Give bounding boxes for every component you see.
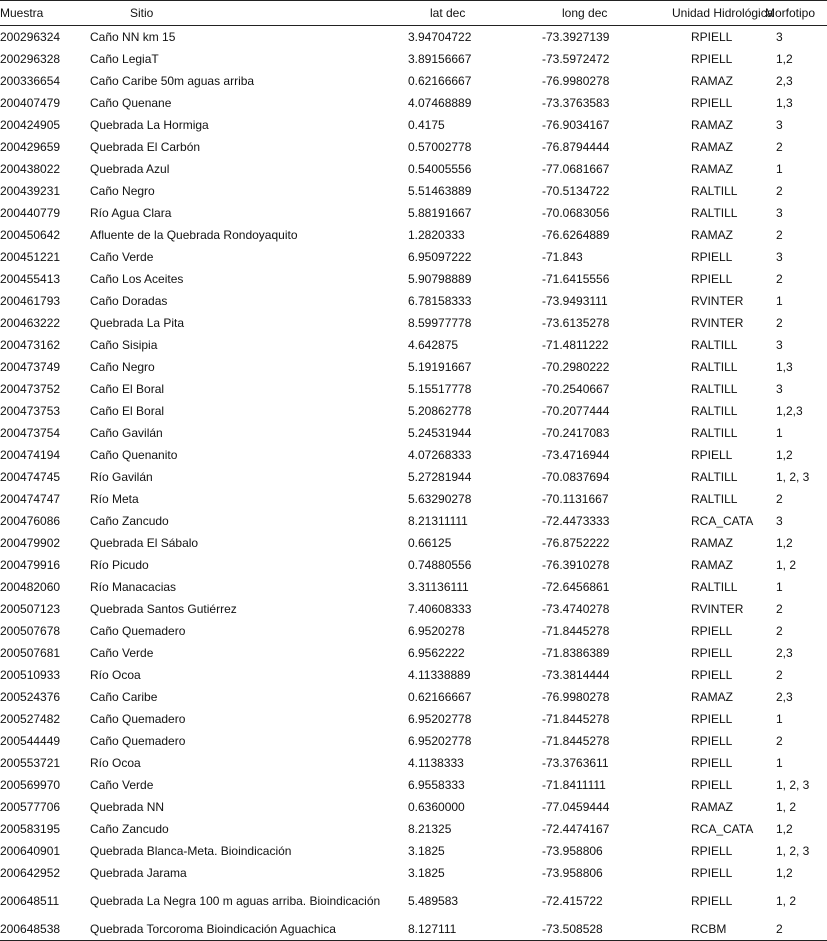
cell-muestra: 200463222 (0, 315, 61, 330)
table-row (0, 840, 827, 862)
cell-lat-dec: 7.40608333 (408, 601, 472, 616)
cell-sitio: Río Agua Clara (90, 205, 172, 220)
cell-unidad-hidrologica: RPIELL (691, 711, 733, 726)
cell-sitio: Quebrada Torcoroma Bioindicación Aguachica (90, 919, 408, 941)
table-row (0, 488, 827, 510)
cell-long-dec: -73.3927139 (542, 29, 610, 44)
cell-sitio: Río Meta (90, 491, 139, 506)
table-row (0, 686, 827, 708)
cell-sitio: Caño Quemadero (90, 711, 186, 726)
cell-lat-dec: 0.62166667 (408, 689, 472, 704)
cell-unidad-hidrologica: RALTILL (691, 359, 738, 374)
table-row (0, 114, 827, 136)
cell-muestra: 200455413 (0, 271, 61, 286)
cell-lat-dec: 5.88191667 (408, 205, 472, 220)
cell-muestra: 200473753 (0, 403, 61, 418)
cell-morfotipo: 3 (776, 337, 783, 352)
table-row (0, 466, 827, 488)
cell-muestra: 200479902 (0, 535, 61, 550)
cell-sitio: Caño Caribe (90, 689, 158, 704)
cell-long-dec: -77.0681667 (542, 161, 610, 176)
cell-morfotipo: 1, 2 (776, 894, 797, 908)
table-row (0, 48, 827, 70)
cell-muestra: 200474747 (0, 491, 61, 506)
cell-lat-dec: 4.642875 (408, 337, 459, 352)
cell-lat-dec: 8.59977778 (408, 315, 472, 330)
cell-lat-dec: 0.74880556 (408, 557, 472, 572)
cell-lat-dec: 5.27281944 (408, 469, 472, 484)
table-row (0, 136, 827, 158)
cell-unidad-hidrologica: RALTILL (691, 205, 738, 220)
cell-unidad-hidrologica: RAMAZ (691, 73, 733, 88)
cell-long-dec: -73.3763611 (542, 755, 609, 770)
header-unidad-hidrologica: Unidad Hidrológica (672, 1, 762, 26)
cell-sitio: Quebrada Azul (90, 161, 170, 176)
table-row (0, 752, 827, 774)
cell-lat-dec: 5.19191667 (408, 359, 472, 374)
cell-unidad-hidrologica: RPIELL (691, 51, 733, 66)
cell-unidad-hidrologica: RPIELL (691, 733, 733, 748)
cell-unidad-hidrologica: RALTILL (691, 337, 738, 352)
table-row (0, 919, 827, 941)
cell-muestra: 200510933 (0, 667, 61, 682)
cell-morfotipo: 2 (776, 733, 783, 748)
cell-long-dec: -76.9034167 (542, 117, 610, 132)
cell-long-dec: -76.8794444 (542, 139, 610, 154)
table-row (0, 862, 827, 884)
cell-morfotipo: 1, 2 (776, 799, 797, 814)
cell-unidad-hidrologica: RALTILL (691, 579, 738, 594)
cell-unidad-hidrologica: RPIELL (691, 894, 733, 908)
cell-unidad-hidrologica: RPIELL (691, 249, 733, 264)
cell-lat-dec: 4.07268333 (408, 447, 472, 462)
cell-long-dec: -70.5134722 (542, 183, 610, 198)
cell-long-dec: -71.8411111 (542, 777, 606, 792)
cell-sitio: Caño Negro (90, 359, 155, 374)
cell-muestra: 200407479 (0, 95, 61, 110)
cell-unidad-hidrologica: RAMAZ (691, 161, 733, 176)
cell-long-dec: -71.8445278 (542, 733, 610, 748)
cell-sitio: Caño Quenane (90, 95, 172, 110)
cell-muestra: 200473752 (0, 381, 61, 396)
cell-morfotipo: 1 (776, 293, 783, 308)
cell-long-dec: -72.4473333 (542, 513, 610, 528)
cell-lat-dec: 6.9558333 (408, 777, 465, 792)
cell-sitio: Quebrada Blanca-Meta. Bioindicación (90, 843, 292, 858)
cell-muestra: 200482060 (0, 579, 61, 594)
cell-sitio: Caño LegiaT (90, 51, 159, 66)
cell-unidad-hidrologica: RPIELL (691, 29, 733, 44)
cell-morfotipo: 2 (776, 623, 783, 638)
cell-morfotipo: 1, 2, 3 (776, 843, 810, 858)
table-row (0, 92, 827, 114)
cell-morfotipo: 2 (776, 491, 783, 506)
cell-long-dec: -73.3763583 (542, 95, 610, 110)
cell-unidad-hidrologica: RAMAZ (691, 535, 733, 550)
cell-unidad-hidrologica: RAMAZ (691, 139, 733, 154)
cell-sitio: Río Gavilán (90, 469, 153, 484)
table-row (0, 708, 827, 730)
cell-unidad-hidrologica: RCA_CATA (691, 821, 754, 836)
table-body (0, 26, 827, 941)
cell-lat-dec: 6.9520278 (408, 623, 465, 638)
cell-morfotipo: 3 (776, 29, 783, 44)
cell-long-dec: -76.9980278 (542, 73, 610, 88)
cell-long-dec: -70.2077444 (542, 403, 610, 418)
cell-muestra: 200544449 (0, 733, 61, 748)
cell-unidad-hidrologica: RPIELL (691, 755, 733, 770)
table-row (0, 158, 827, 180)
table-row (0, 70, 827, 92)
cell-sitio: Caño El Boral (90, 403, 165, 418)
cell-long-dec: -73.4740278 (542, 601, 610, 616)
cell-morfotipo: 2 (776, 667, 783, 682)
cell-lat-dec: 3.1825 (408, 865, 445, 880)
cell-lat-dec: 6.95202778 (408, 711, 472, 726)
cell-unidad-hidrologica: RALTILL (691, 183, 738, 198)
table-row (0, 510, 827, 532)
cell-unidad-hidrologica: RAMAZ (691, 227, 733, 242)
cell-long-dec: -73.958806 (542, 865, 603, 880)
cell-morfotipo: 1, 2 (776, 557, 797, 572)
cell-lat-dec: 4.07468889 (408, 95, 472, 110)
cell-long-dec: -77.0459444 (542, 799, 610, 814)
cell-muestra: 200438022 (0, 161, 61, 176)
cell-morfotipo: 3 (776, 117, 783, 132)
cell-long-dec: -73.958806 (542, 843, 603, 858)
cell-morfotipo: 1,2 (776, 865, 793, 880)
cell-lat-dec: 5.51463889 (408, 183, 472, 198)
cell-long-dec: -70.2540667 (542, 381, 610, 396)
cell-lat-dec: 4.1138333 (408, 755, 464, 770)
cell-lat-dec: 0.62166667 (408, 73, 472, 88)
header-lat-dec: lat dec (408, 1, 542, 26)
table-row (0, 642, 827, 664)
cell-lat-dec: 3.31136111 (408, 579, 469, 594)
cell-sitio: Quebrada El Carbón (90, 139, 201, 154)
cell-morfotipo: 3 (776, 381, 783, 396)
cell-unidad-hidrologica: RALTILL (691, 425, 738, 440)
cell-muestra: 200642952 (0, 865, 61, 880)
cell-muestra: 200474194 (0, 447, 61, 462)
cell-muestra: 200440779 (0, 205, 61, 220)
cell-unidad-hidrologica: RPIELL (691, 447, 733, 462)
cell-lat-dec: 8.127111 (408, 919, 542, 941)
table-row (0, 400, 827, 422)
cell-unidad-hidrologica: RALTILL (691, 403, 738, 418)
cell-lat-dec: 8.21325 (408, 821, 452, 836)
table-row (0, 532, 827, 554)
cell-morfotipo: 1,2 (776, 51, 793, 66)
table-row (0, 598, 827, 620)
cell-muestra: 200648538 (0, 919, 90, 941)
cell-morfotipo: 1,2 (776, 821, 793, 836)
cell-muestra: 200648511 (0, 894, 60, 908)
cell-sitio: Caño Verde (90, 249, 154, 264)
cell-unidad-hidrologica: RVINTER (691, 315, 744, 330)
cell-lat-dec: 3.94704722 (408, 29, 472, 44)
cell-unidad-hidrologica: RVINTER (691, 293, 744, 308)
cell-muestra: 200336654 (0, 73, 61, 88)
cell-lat-dec: 6.78158333 (408, 293, 472, 308)
cell-sitio: Caño NN km 15 (90, 29, 176, 44)
cell-sitio: Caño Zancudo (90, 821, 169, 836)
cell-sitio: Quebrada Santos Gutiérrez (90, 601, 237, 616)
cell-morfotipo: 2 (776, 227, 783, 242)
cell-sitio: Caño Caribe 50m aguas arriba (90, 73, 255, 88)
cell-long-dec: -73.3814444 (542, 667, 610, 682)
cell-unidad-hidrologica: RAMAZ (691, 689, 733, 704)
cell-muestra: 200296324 (0, 29, 61, 44)
table-row (0, 554, 827, 576)
cell-long-dec: -71.4811222 (542, 337, 609, 352)
cell-unidad-hidrologica: RCBM (672, 919, 762, 941)
cell-sitio: Quebrada La Pita (90, 315, 185, 330)
table-row (0, 312, 827, 334)
cell-sitio: Caño Los Aceites (90, 271, 184, 286)
cell-long-dec: -72.415722 (542, 894, 603, 908)
cell-long-dec: -70.2417083 (542, 425, 610, 440)
cell-sitio: Quebrada La Hormiga (90, 117, 209, 132)
cell-unidad-hidrologica: RPIELL (691, 271, 733, 286)
cell-morfotipo: 2,3 (776, 73, 793, 88)
cell-unidad-hidrologica: RPIELL (691, 645, 733, 660)
header-morfotipo: Morfotipo (762, 1, 827, 26)
cell-morfotipo: 1 (776, 161, 783, 176)
cell-sitio: Caño Quenanito (90, 447, 178, 462)
table-row (0, 576, 827, 598)
cell-unidad-hidrologica: RPIELL (691, 95, 733, 110)
cell-muestra: 200439231 (0, 183, 61, 198)
cell-sitio: Río Ocoa (90, 755, 141, 770)
cell-sitio: Caño Gavilán (90, 425, 163, 440)
cell-morfotipo: 1,2 (776, 447, 793, 462)
cell-morfotipo: 1,2,3 (776, 403, 803, 418)
cell-lat-dec: 5.15517778 (408, 381, 472, 396)
cell-long-dec: -70.2980222 (542, 359, 610, 374)
table-row (0, 26, 827, 48)
cell-unidad-hidrologica: RCA_CATA (691, 513, 754, 528)
table-row (0, 620, 827, 642)
table-row (0, 444, 827, 466)
table-row (0, 664, 827, 686)
cell-lat-dec: 5.489583 (408, 894, 459, 908)
cell-unidad-hidrologica: RPIELL (691, 623, 733, 638)
cell-morfotipo: 1,3 (776, 95, 793, 110)
cell-long-dec: -70.0683056 (542, 205, 610, 220)
cell-lat-dec: 0.4175 (408, 117, 445, 132)
cell-sitio: Afluente de la Quebrada Rondoyaquito (90, 227, 298, 242)
table-row (0, 290, 827, 312)
cell-muestra: 200507681 (0, 645, 61, 660)
cell-long-dec: -70.1131667 (542, 491, 609, 506)
cell-morfotipo: 1 (776, 579, 783, 594)
cell-morfotipo: 3 (776, 205, 783, 220)
table-row (0, 334, 827, 356)
cell-morfotipo: 3 (776, 249, 783, 264)
cell-lat-dec: 6.9562222 (408, 645, 465, 660)
cell-muestra: 200474745 (0, 469, 61, 484)
cell-morfotipo: 2 (776, 139, 783, 154)
table-row (0, 268, 827, 290)
cell-muestra: 200424905 (0, 117, 61, 132)
cell-muestra: 200524376 (0, 689, 61, 704)
cell-muestra: 200473749 (0, 359, 61, 374)
cell-morfotipo: 1 (776, 711, 783, 726)
cell-long-dec: -71.8445278 (542, 623, 610, 638)
header-long-dec: long dec (542, 1, 672, 26)
cell-lat-dec: 5.20862778 (408, 403, 472, 418)
cell-sitio: Caño Quemadero (90, 623, 186, 638)
cell-lat-dec: 1.2820333 (408, 227, 465, 242)
cell-sitio: Caño El Boral (90, 381, 165, 396)
cell-unidad-hidrologica: RALTILL (691, 491, 738, 506)
cell-long-dec: -72.4474167 (542, 821, 610, 836)
cell-lat-dec: 0.6360000 (408, 799, 465, 814)
cell-lat-dec: 0.66125 (408, 535, 452, 550)
header-muestra: Muestra (0, 1, 90, 26)
cell-morfotipo: 1,3 (776, 359, 793, 374)
cell-unidad-hidrologica: RAMAZ (691, 117, 733, 132)
table-row (0, 422, 827, 444)
cell-unidad-hidrologica: RALTILL (691, 469, 738, 484)
cell-unidad-hidrologica: RPIELL (691, 777, 733, 792)
cell-long-dec: -73.9493111 (542, 293, 608, 308)
cell-muestra: 200451221 (0, 249, 61, 264)
cell-morfotipo: 1 (776, 755, 783, 770)
cell-long-dec: -73.5972472 (542, 51, 610, 66)
cell-lat-dec: 0.54005556 (408, 161, 472, 176)
cell-long-dec: -71.8386389 (542, 645, 610, 660)
cell-morfotipo: 2 (776, 315, 783, 330)
cell-morfotipo: 2 (762, 919, 827, 941)
cell-muestra: 200569970 (0, 777, 61, 792)
cell-long-dec: -70.0837694 (542, 469, 610, 484)
cell-long-dec: -76.6264889 (542, 227, 610, 242)
cell-long-dec: -71.8445278 (542, 711, 610, 726)
cell-sitio: Quebrada Jarama (90, 865, 187, 880)
cell-sitio: Caño Negro (90, 183, 155, 198)
cell-unidad-hidrologica: RVINTER (691, 601, 744, 616)
cell-muestra: 200429659 (0, 139, 61, 154)
cell-unidad-hidrologica: RAMAZ (691, 557, 733, 572)
cell-long-dec: -73.6135278 (542, 315, 610, 330)
cell-muestra: 200507678 (0, 623, 61, 638)
cell-muestra: 200473754 (0, 425, 61, 440)
cell-sitio: Río Picudo (90, 557, 149, 572)
cell-lat-dec: 6.95097222 (408, 249, 472, 264)
cell-muestra: 200476086 (0, 513, 61, 528)
table-row (0, 202, 827, 224)
cell-muestra: 200450642 (0, 227, 61, 242)
cell-sitio: Río Ocoa (90, 667, 141, 682)
table-row (0, 246, 827, 268)
cell-sitio: Quebrada La Negra 100 m aguas arriba. Bioindicación (90, 894, 381, 908)
cell-muestra: 200473162 (0, 337, 61, 352)
cell-long-dec: -76.9980278 (542, 689, 610, 704)
cell-lat-dec: 5.63290278 (408, 491, 472, 506)
cell-long-dec: -76.8752222 (542, 535, 610, 550)
cell-sitio: Quebrada NN (90, 799, 165, 814)
table-header-row (0, 1, 827, 26)
cell-long-dec: -76.3910278 (542, 557, 610, 572)
cell-long-dec: -73.508528 (542, 919, 672, 941)
cell-unidad-hidrologica: RAMAZ (691, 799, 733, 814)
table-row (0, 884, 827, 919)
table-row (0, 796, 827, 818)
cell-muestra: 200507123 (0, 601, 61, 616)
cell-lat-dec: 5.90798889 (408, 271, 472, 286)
cell-morfotipo: 1, 2, 3 (776, 777, 810, 792)
cell-morfotipo: 2 (776, 601, 783, 616)
cell-morfotipo: 2,3 (776, 689, 793, 704)
cell-muestra: 200461793 (0, 293, 61, 308)
cell-morfotipo: 2 (776, 183, 783, 198)
cell-morfotipo: 2,3 (776, 645, 793, 660)
table-row (0, 224, 827, 246)
cell-lat-dec: 4.11338889 (408, 667, 471, 682)
header-sitio: Sitio (90, 1, 408, 26)
cell-sitio: Caño Quemadero (90, 733, 186, 748)
table-row (0, 730, 827, 752)
cell-sitio: Caño Verde (90, 777, 154, 792)
cell-long-dec: -72.6456861 (542, 579, 610, 594)
cell-muestra: 200296328 (0, 51, 61, 66)
cell-long-dec: -71.6415556 (542, 271, 610, 286)
table-row (0, 356, 827, 378)
table-row (0, 818, 827, 840)
cell-muestra: 200577706 (0, 799, 61, 814)
table-row (0, 378, 827, 400)
cell-lat-dec: 0.57002778 (408, 139, 472, 154)
cell-unidad-hidrologica: RALTILL (691, 381, 738, 396)
cell-morfotipo: 1,2 (776, 535, 793, 550)
cell-unidad-hidrologica: RPIELL (691, 865, 733, 880)
cell-muestra: 200583195 (0, 821, 61, 836)
cell-muestra: 200553721 (0, 755, 61, 770)
cell-morfotipo: 1, 2, 3 (776, 469, 810, 484)
cell-muestra: 200640901 (0, 843, 61, 858)
cell-sitio: Río Manacacias (90, 579, 177, 594)
cell-sitio: Caño Zancudo (90, 513, 169, 528)
cell-morfotipo: 2 (776, 271, 783, 286)
cell-unidad-hidrologica: RPIELL (691, 843, 733, 858)
cell-sitio: Quebrada El Sábalo (90, 535, 199, 550)
cell-morfotipo: 1 (776, 425, 783, 440)
cell-muestra: 200479916 (0, 557, 61, 572)
cell-morfotipo: 3 (776, 513, 783, 528)
table-row (0, 180, 827, 202)
cell-lat-dec: 6.95202778 (408, 733, 472, 748)
cell-lat-dec: 8.21311111 (408, 513, 468, 528)
cell-lat-dec: 3.1825 (408, 843, 445, 858)
cell-muestra: 200527482 (0, 711, 61, 726)
cell-lat-dec: 5.24531944 (408, 425, 472, 440)
cell-sitio: Caño Verde (90, 645, 154, 660)
cell-long-dec: -71.843 (542, 249, 583, 264)
cell-lat-dec: 3.89156667 (408, 51, 472, 66)
table-row (0, 774, 827, 796)
cell-long-dec: -73.4716944 (542, 447, 610, 462)
cell-sitio: Caño Sisipia (90, 337, 158, 352)
cell-sitio: Caño Doradas (90, 293, 168, 308)
cell-unidad-hidrologica: RPIELL (691, 667, 733, 682)
